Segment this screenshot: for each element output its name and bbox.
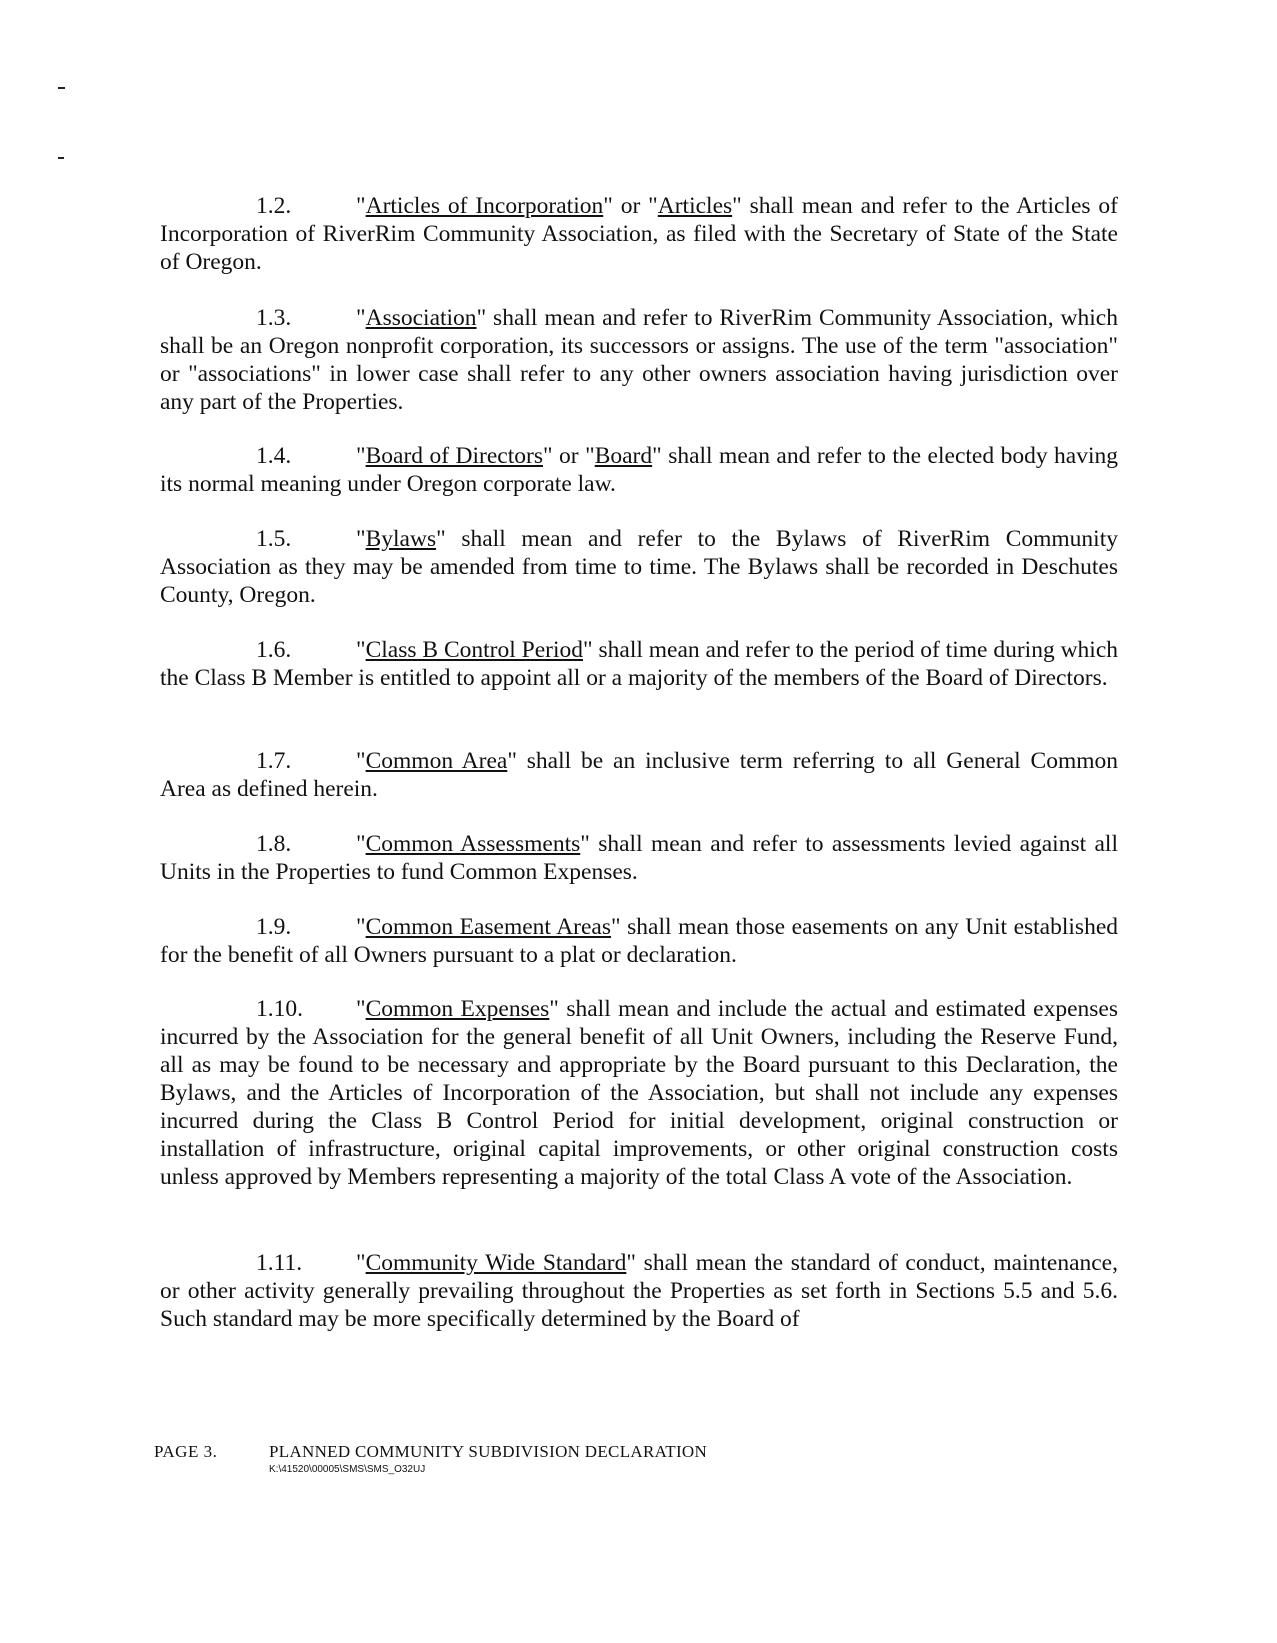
definition-paragraph: 1.9. "Common Easement Areas" shall mean those easements on any Unit established for the benefit of all Owners pursuant to a plat or declaration. <box>160 914 1118 968</box>
definition-paragraph: 1.11. "Community Wide Standard" shall mean the standard of conduct, maintenance, or other activity generally prevailing throughout the Properties as set forth in Sections 5.5 and 5.6. Such standard may be more specifically determined by the Board of <box>160 1250 1118 1332</box>
file-path: K:\41520\00005\SMS\SMS_O32UJ <box>269 1464 426 1475</box>
footer-title: PLANNED COMMUNITY SUBDIVISION DECLARATION <box>269 1442 708 1461</box>
definition-text: " shall mean and include the actual and estimated expenses incurred by the Association for the general benefit of all Unit Owners, including the Reserve Fund, all as may be found to be necessary and appropriate by the Board pursuant to this Declaration, the Bylaws, and the Articles of Incorporation of the Association, but shall not include any expenses incurred during the Class B Control Period for initial development, original construction or installation of infrastructure, original capital improvements, or other original construction costs unless approved by Members representing a majority of the total Class A vote of the Association. <box>160 996 1118 1190</box>
defined-term: Common Area <box>365 748 508 774</box>
definition-text: " shall mean and refer to the Bylaws of RiverRim Community Association as they may be amended from time to time. The Bylaws shall be recorded in Deschutes County, Oregon. <box>160 526 1118 608</box>
defined-term: Common Assessments <box>365 831 581 857</box>
definition-paragraph: 1.7. "Common Area" shall be an inclusive term referring to all General Common Area as defined herein. <box>160 748 1119 802</box>
defined-term: Community Wide Standard <box>365 1250 627 1276</box>
section-number: 1.2. <box>256 193 292 219</box>
defined-term: Association <box>365 305 477 331</box>
section-number: 1.4. <box>256 443 292 469</box>
definition-text: " shall mean those easements on any Unit established for the benefit of all Owners pursuant to a plat or declaration. <box>160 914 1118 968</box>
margin-mark <box>58 87 65 89</box>
section-number: 1.10. <box>256 996 303 1022</box>
definition-text: " shall mean the standard of conduct, maintenance, or other activity generally prevailing throughout the Properties as set forth in Sections 5.5 and 5.6. Such standard may be more specifically determined by the Board of <box>160 1250 1118 1332</box>
definition-text: " shall mean and refer to the period of time during which the Class B Member is entitled to appoint all or a majority of the members of the Board of Directors. <box>160 637 1119 691</box>
defined-term: Class B Control Period <box>365 637 584 663</box>
defined-term: Board <box>594 443 653 469</box>
page-footer <box>154 1442 708 1475</box>
definition-paragraph: 1.3. "Association" shall mean and refer to RiverRim Community Association, which shall be an Oregon nonprofit corporation, its successors or assigns. The use of the term "association" or "associations" in lower case shall refer to any other owners association having jurisdiction over any part of the Properties. <box>160 305 1118 415</box>
definition-text: " shall mean and refer to the Articles of Incorporation of RiverRim Community Association, as filed with the Secretary of State of the State of Oregon. <box>160 193 1118 275</box>
definition-paragraph: 1.6. "Class B Control Period" shall mean and refer to the period of time during which the Class B Member is entitled to appoint all or a majority of the members of the Board of Directors. <box>160 637 1119 691</box>
defined-term: Board of Directors <box>365 443 543 469</box>
definition-paragraph: 1.2. "Articles of Incorporation" or "Articles" shall mean and refer to the Articles of Incorporation of RiverRim Community Association, as filed with the Secretary of State of the State of Oregon. <box>160 193 1118 275</box>
defined-term: Articles of Incorporation <box>365 193 604 219</box>
definition-text: " shall be an inclusive term referring to all General Common Area as defined herein. <box>160 748 1119 802</box>
definition-paragraph: 1.8. "Common Assessments" shall mean and refer to assessments levied against all Units in the Properties to fund Common Expenses. <box>160 831 1118 885</box>
definition-text: " shall mean and refer to the elected body having its normal meaning under Oregon corporate law. <box>160 443 1118 497</box>
definition-paragraph: 1.4. "Board of Directors" or "Board" shall mean and refer to the elected body having its normal meaning under Oregon corporate law. <box>160 443 1118 497</box>
definition-paragraph: 1.10. "Common Expenses" shall mean and include the actual and estimated expenses incurred by the Association for the general benefit of all Unit Owners, including the Reserve Fund, all as may be found to be necessary and appropriate by the Board pursuant to this Declaration, the Bylaws, and the Articles of Incorporation of the Association, but shall not include any expenses incurred during the Class B Control Period for initial development, original construction or installation of infrastructure, original capital improvements, or other original construction costs unless approved by Members representing a majority of the total Class A vote of the Association. <box>160 996 1118 1190</box>
section-number: 1.8. <box>256 831 292 857</box>
defined-term: Common Expenses <box>365 996 550 1022</box>
definition-text: " shall mean and refer to RiverRim Community Association, which shall be an Oregon nonprofit corporation, its successors or assigns. The use of the term "association" or "associations" in lower case shall refer to any other owners association having jurisdiction over any part of the Properties. <box>160 305 1118 415</box>
section-number: 1.11. <box>256 1250 303 1276</box>
section-number: 1.3. <box>256 305 292 331</box>
margin-mark <box>58 157 64 159</box>
section-number: 1.9. <box>256 914 292 940</box>
section-number: 1.6. <box>256 637 292 663</box>
section-number: 1.5. <box>256 526 292 552</box>
defined-term: Bylaws <box>365 526 437 552</box>
defined-term: Articles <box>657 193 733 219</box>
definition-text: " shall mean and refer to assessments levied against all Units in the Properties to fund Common Expenses. <box>160 831 1118 885</box>
section-number: 1.7. <box>256 748 292 774</box>
definition-paragraph: 1.5. "Bylaws" shall mean and refer to the Bylaws of RiverRim Community Association as they may be amended from time to time. The Bylaws shall be recorded in Deschutes County, Oregon. <box>160 526 1118 608</box>
page-number: PAGE 3. <box>154 1442 218 1461</box>
defined-term: Common Easement Areas <box>365 914 612 940</box>
